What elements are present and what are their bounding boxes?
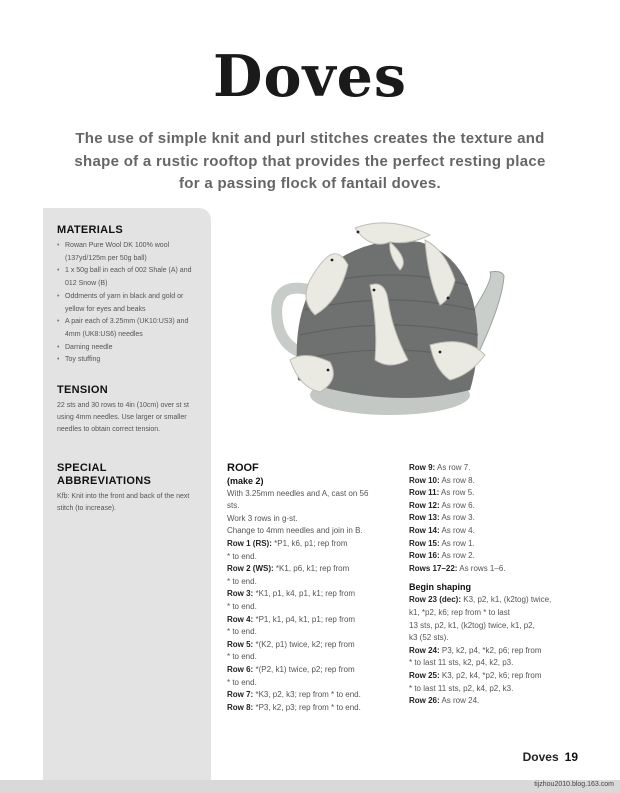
instruction-line: [409, 462, 589, 475]
materials-section: [57, 224, 203, 367]
row-instructions: [409, 462, 589, 575]
pattern-column-2: [409, 462, 589, 708]
instruction-line: [409, 550, 589, 563]
row-label: Row 25:: [409, 670, 440, 680]
row-label: Row 5:: [227, 639, 254, 649]
row-text: *P1, k1, p4, k1, p1; rep from: [253, 614, 356, 624]
abbreviations-section: [57, 462, 203, 515]
row-text: Work 3 rows in g-st.: [227, 513, 298, 523]
row-text: Change to 4mm needles and join in B.: [227, 526, 363, 536]
row-label: Row 24:: [409, 645, 440, 655]
instruction-line: [227, 551, 397, 564]
list-item: • Darning needle: [57, 342, 203, 355]
instruction-line: [227, 689, 397, 702]
materials-list: [57, 240, 203, 367]
row-label: Row 9:: [409, 463, 436, 472]
instruction-line: [227, 702, 397, 715]
instruction-line: [227, 538, 397, 551]
row-text: As row 4.: [439, 525, 475, 535]
instruction-line: [227, 513, 397, 526]
row-label: Row 3:: [227, 589, 254, 599]
row-text: With 3.25mm needles and A, cast on 56: [227, 488, 369, 498]
page-footer: [523, 750, 578, 764]
instruction-line: [409, 620, 589, 633]
row-text: As row 5.: [439, 488, 475, 498]
instruction-line: [409, 683, 589, 696]
instruction-line: [227, 626, 397, 639]
row-text: As row 3.: [439, 513, 475, 523]
page-number: 19: [564, 750, 578, 764]
list-item: • Rowan Pure Wool DK 100% wool (137yd/125m per 50g ball): [57, 240, 203, 265]
row-text: * to end.: [227, 652, 257, 662]
row-text: *K3, p2, k3; rep from * to end.: [253, 690, 361, 700]
pattern-column-1: [227, 462, 397, 714]
row-text: sts.: [227, 501, 240, 511]
instruction-line: [227, 488, 397, 501]
row-label: Row 10:: [409, 475, 440, 485]
roof-heading: ROOF: [227, 462, 259, 474]
instruction-line: [227, 639, 397, 652]
instruction-line: [409, 657, 589, 670]
footer-label: Doves: [522, 750, 559, 764]
row-text: k1, *p2, k6; rep from * to last: [409, 607, 510, 617]
shaping-heading: Begin shaping: [409, 582, 472, 593]
row-text: As row 8.: [439, 475, 475, 485]
roof-subheading: (make 2): [227, 476, 264, 486]
row-text: K3, p2, k1, (k2tog) twice,: [461, 595, 552, 605]
row-label: Row 26:: [409, 696, 440, 706]
materials-heading: MATERIALS: [57, 224, 124, 236]
row-text: k3 (52 sts).: [409, 633, 449, 643]
instruction-line: [409, 594, 589, 607]
row-text: As rows 1–6.: [457, 563, 506, 573]
row-text: P3, k2, p4, *k2, p6; rep from: [439, 645, 542, 655]
row-text: * to end.: [227, 601, 257, 611]
instruction-line: [227, 651, 397, 664]
row-label: Row 11:: [409, 488, 440, 498]
abbreviations-text: Kfb: Knit into the front and back of the next stitch (to increase).: [57, 493, 190, 513]
instruction-line: [409, 512, 589, 525]
row-label: Row 7:: [227, 690, 254, 700]
row-label: Row 4:: [227, 614, 254, 624]
instruction-line: [409, 632, 589, 645]
instruction-line: [409, 475, 589, 488]
abbreviations-heading: SPECIAL ABBREVIATIONS: [57, 462, 152, 487]
row-text: *(K2, p1) twice, k2; rep from: [253, 639, 355, 649]
row-label: Row 16:: [409, 551, 440, 561]
instruction-line: [227, 576, 397, 589]
list-item: • Oddments of yarn in black and gold or yellow for eyes and beaks: [57, 291, 203, 316]
row-label: Row 13:: [409, 513, 440, 523]
instruction-line: [227, 525, 397, 538]
row-label: Row 12:: [409, 500, 440, 510]
row-text: * to end.: [227, 677, 257, 687]
instruction-line: [227, 588, 397, 601]
row-text: As row 24.: [439, 696, 480, 706]
row-label: Rows 17–22:: [409, 563, 458, 573]
row-text: 13 sts, p2, k1, (k2tog) twice, k1, p2,: [409, 620, 535, 630]
row-label: Row 14:: [409, 525, 440, 535]
instruction-line: [409, 695, 589, 708]
row-label: Row 1 (RS):: [227, 538, 272, 548]
row-text: As row 6.: [439, 500, 475, 510]
row-text: As row 1.: [439, 538, 475, 548]
row-text: * to end.: [227, 627, 257, 637]
row-label: Row 6:: [227, 664, 254, 674]
tension-text: 22 sts and 30 rows to 4in (10cm) over st st using 4mm needles. Use larger or smaller needles to obtain correct tension.: [57, 402, 189, 434]
instruction-line: [409, 645, 589, 658]
instruction-line: [409, 538, 589, 551]
intro-paragraph: The use of simple knit and purl stitches creates the texture and shape of a rustic rooftop that provides the perfect resting place for a passing flock of fantail doves.: [74, 130, 546, 192]
instruction-line: [227, 664, 397, 677]
instruction-line: [227, 614, 397, 627]
instruction-line: [409, 525, 589, 538]
row-text: As row 2.: [439, 551, 475, 561]
list-item: • 1 x 50g ball in each of 002 Shale (A) and 012 Snow (B): [57, 265, 203, 290]
roof-instructions: [227, 488, 397, 715]
row-label: Row 15:: [409, 538, 440, 548]
tension-heading: TENSION: [57, 384, 108, 396]
row-label: Row 2 (WS):: [227, 564, 274, 574]
instruction-line: [409, 563, 589, 576]
row-text: *P1, k6, p1; rep from: [271, 538, 348, 548]
instruction-line: [227, 500, 397, 513]
instruction-line: [409, 500, 589, 513]
instruction-line: [227, 563, 397, 576]
row-text: As row 7.: [435, 463, 471, 472]
row-text: * to end.: [227, 551, 257, 561]
instruction-line: [409, 670, 589, 683]
row-text: *(P2, k1) twice, p2; rep from: [253, 664, 355, 674]
watermark-text: tijzhou2010.blog.163.com: [534, 781, 614, 788]
row-text: *P3, k2, p3; rep from * to end.: [253, 702, 361, 712]
row-label: Row 8:: [227, 702, 254, 712]
shaping-instructions: [409, 594, 589, 707]
row-text: * to last 11 sts, k2, p4, k2, p3.: [409, 658, 514, 668]
row-text: K3, p2, k4, *p2, k6; rep from: [439, 670, 542, 680]
sidebar-panel: [43, 208, 211, 790]
instruction-line: [409, 607, 589, 620]
bottom-bar: [0, 780, 620, 793]
row-text: *K1, p1, k4, p1, k1; rep from: [253, 589, 356, 599]
row-text: * to end.: [227, 576, 257, 586]
page-title: Doves: [213, 43, 407, 110]
instruction-line: [227, 601, 397, 614]
tension-section: [57, 384, 203, 437]
tea-cosy-photo: [270, 210, 520, 430]
instruction-line: [409, 487, 589, 500]
row-text: *K1, p6, k1; rep from: [273, 564, 350, 574]
row-label: Row 23 (dec):: [409, 595, 462, 605]
row-text: * to last 11 sts, p2, k4, p2, k3.: [409, 683, 514, 693]
instruction-line: [227, 677, 397, 690]
list-item: • A pair each of 3.25mm (UK10:US3) and 4mm (UK8:US6) needles: [57, 316, 203, 341]
list-item: • Toy stuffing: [57, 354, 203, 367]
